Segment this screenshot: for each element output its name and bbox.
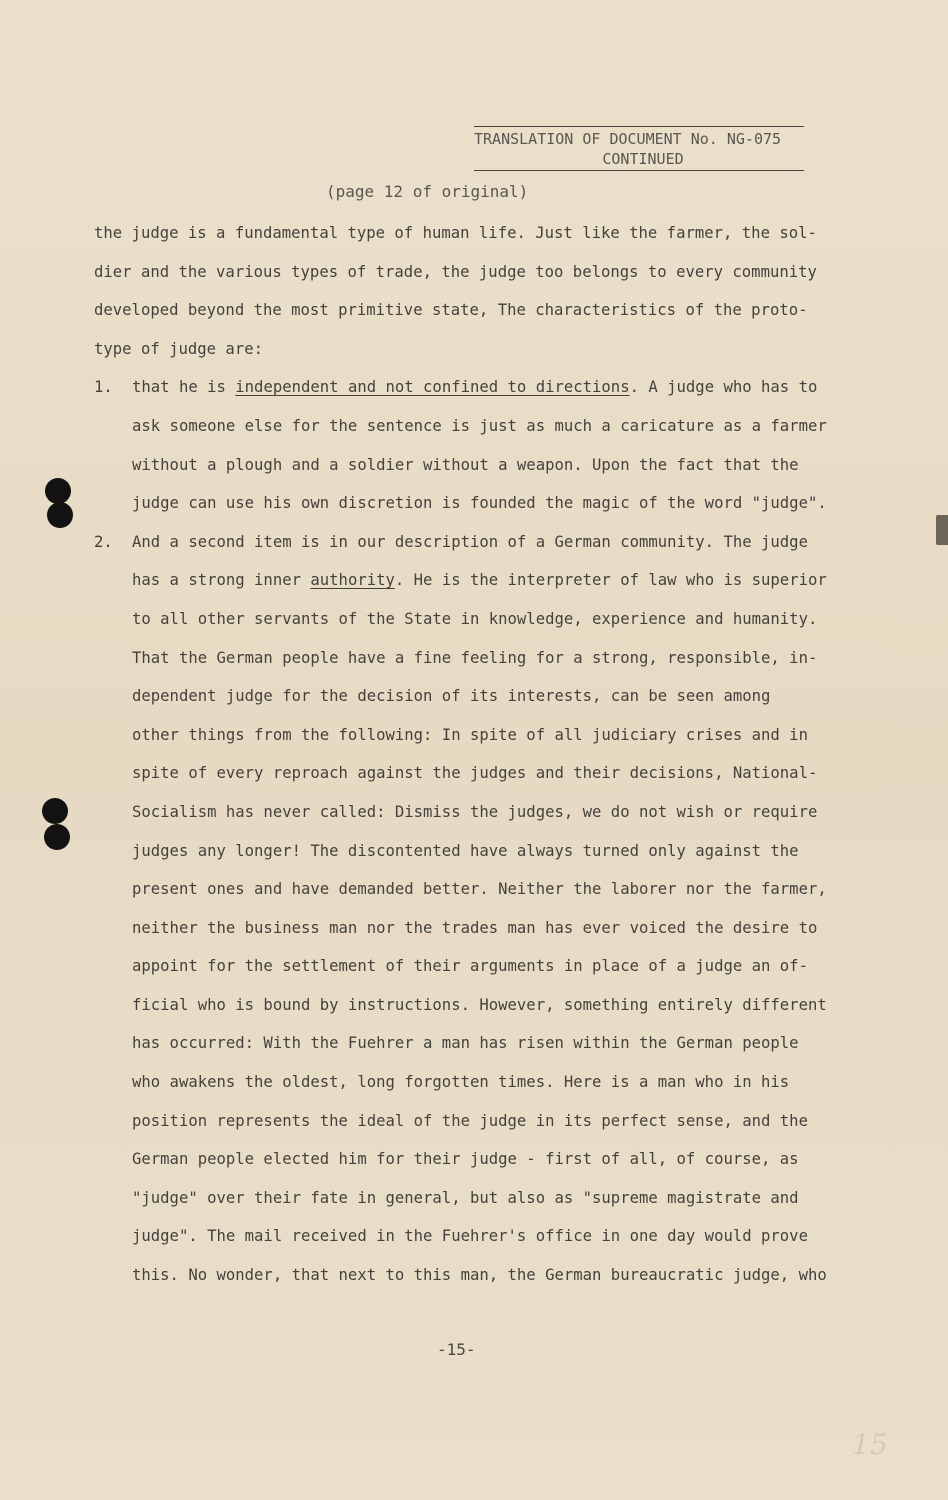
punch-hole <box>47 502 73 528</box>
body-line: judges any longer! The discontented have always turned only against the <box>132 841 799 860</box>
body-line: dependent judge for the decision of its interests, can be seen among <box>132 687 771 706</box>
punch-hole <box>44 824 70 850</box>
list-item-2-second-line <box>94 561 854 600</box>
header-rule-top <box>474 126 804 127</box>
body-line: That the German people have a fine feeling for a strong, responsible, in- <box>132 648 818 667</box>
list-number: 1. <box>94 378 113 397</box>
body-line: neither the business man nor the trades man has ever voiced the desire to <box>132 918 818 937</box>
document-header <box>474 126 804 171</box>
list-item-2-first-line <box>94 523 854 562</box>
header-continued: CONTINUED <box>602 150 684 168</box>
page-number: -15- <box>437 1340 476 1359</box>
body-line: "judge" over their fate in general, but also as "supreme magistrate and <box>132 1188 799 1207</box>
body-line: Socialism has never called: Dismiss the judges, we do not wish or require <box>132 802 818 821</box>
body-line: this. No wonder, that next to this man, the German bureaucratic judge, who <box>132 1266 827 1285</box>
body-line: German people elected him for their judge - first of all, of course, as <box>132 1150 799 1169</box>
body-line: other things from the following: In spite of all judiciary crises and in <box>132 725 808 744</box>
item1-prefix: that he is <box>132 378 236 397</box>
body-line: type of judge are: <box>94 339 263 358</box>
body-line: dier and the various types of trade, the judge too belongs to every community <box>94 262 817 281</box>
item2-suffix: . He is the interpreter of law who is superior <box>394 571 827 590</box>
header-rule-bottom <box>474 170 804 171</box>
document-body <box>94 214 854 1295</box>
original-page-reference: (page 12 of original) <box>326 182 529 201</box>
body-line: appoint for the settlement of their arguments in place of a judge an of- <box>132 957 808 976</box>
body-line: who awakens the oldest, long forgotten times. Here is a man who in his <box>132 1073 790 1092</box>
item2-first: And a second item is in our description of a German community. The judge <box>132 532 808 551</box>
pencil-margin-note: 15 <box>852 1428 888 1461</box>
item1-suffix: . A judge who has to <box>629 378 818 397</box>
body-line: spite of every reproach against the judges and their decisions, National- <box>132 764 818 783</box>
underlined-phrase: independent and not confined to directions <box>235 378 630 397</box>
body-line: present ones and have demanded better. Neither the laborer nor the farmer, <box>132 880 827 899</box>
punch-hole <box>42 798 68 824</box>
body-line: ask someone else for the sentence is just as much a caricature as a farmer <box>132 416 827 435</box>
list-item-1-first-line <box>94 368 854 407</box>
item2-prefix: has a strong inner <box>132 571 311 590</box>
body-line: the judge is a fundamental type of human life. Just like the farmer, the sol- <box>94 224 817 242</box>
underlined-phrase: authority <box>310 571 395 590</box>
body-line: to all other servants of the State in knowledge, experience and humanity. <box>132 609 818 628</box>
body-line: has occurred: With the Fuehrer a man has risen within the German people <box>132 1034 799 1053</box>
punch-hole <box>45 478 71 504</box>
body-line: ficial who is bound by instructions. However, something entirely different <box>132 995 827 1014</box>
body-line: without a plough and a soldier without a weapon. Upon the fact that the <box>132 455 799 474</box>
body-line: judge". The mail received in the Fuehrer's office in one day would prove <box>132 1227 808 1246</box>
body-line: judge can use his own discretion is founded the magic of the word "judge". <box>132 494 827 513</box>
list-number: 2. <box>94 532 113 551</box>
body-line: position represents the ideal of the judge in its perfect sense, and the <box>132 1111 808 1130</box>
paper-edge-tab <box>936 515 948 545</box>
header-title: TRANSLATION OF DOCUMENT No. NG-075 <box>474 130 782 148</box>
body-line: developed beyond the most primitive state, The characteristics of the proto- <box>94 301 808 320</box>
